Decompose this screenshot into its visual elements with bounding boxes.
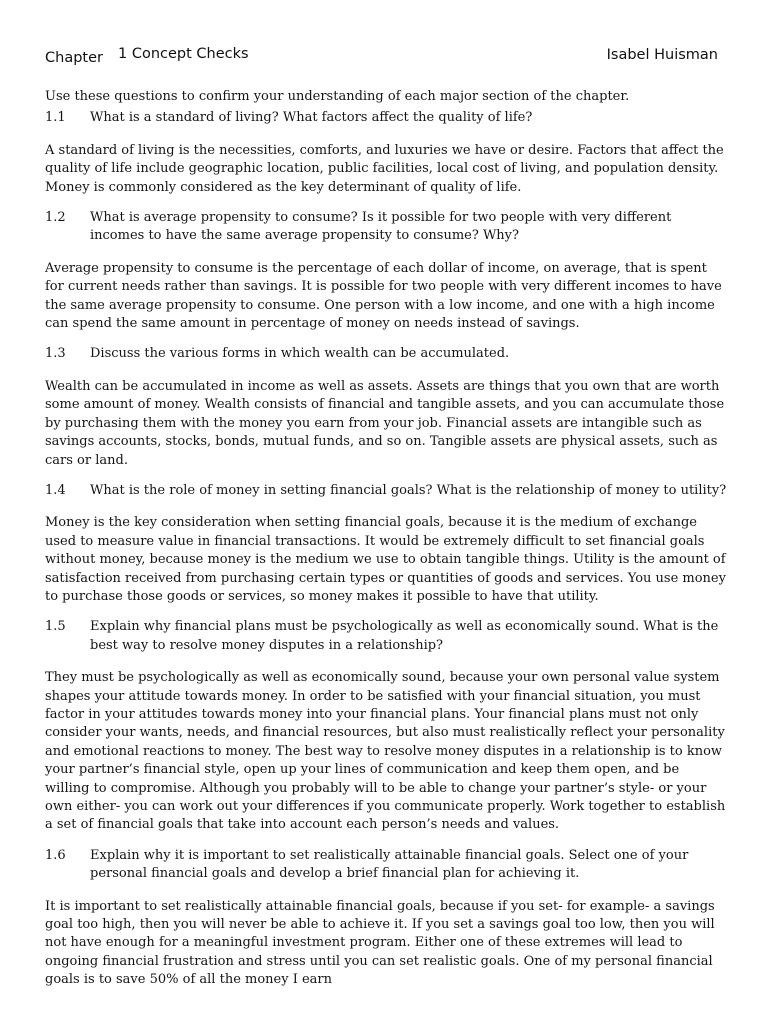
question-text: What is average propensity to consume? Is it possible for two people with very different incomes to have the same average propensity to consume? Why? — [90, 210, 672, 244]
question-text: Explain why financial plans must be psychologically as well as economically sound. What is the best way to resolve money disputes in a relationship? — [90, 619, 719, 653]
answer-1-3: Wealth can be accumulated in income as well as assets. Assets are things that you own that are worth some amount of money. Wealth consists of financial and tangible assets, and you can accumulate those by purchasing them with the money you earn from your job. Financial assets are intangible such as savings accounts, stocks, bonds, mutual funds, and so on. Tangible assets are physical assets, such as cars or land. — [45, 378, 725, 468]
chapter-title: 1 Concept Checks — [118, 46, 249, 62]
question-number: 1.3 — [45, 346, 66, 362]
answer-1-2: Average propensity to consume is the percentage of each dollar of income, on average, that is spent for current needs rather than savings. It is possible for two people with very different incomes to have the same average propensity to consume. One person with a low income, and one with a high income can spend the same amount in percentage of money on needs instead of savings. — [45, 260, 722, 332]
question-1-5 — [45, 618, 727, 655]
question-number: 1.4 — [45, 482, 66, 498]
question-number: 1.2 — [45, 210, 66, 226]
intro-text: Use these questions to confirm your understanding of each major section of the chapter. — [45, 89, 630, 104]
answer-1-6: It is important to set realistically attainable financial goals, because if you set- for example- a savings goal too high, then you will never be able to achieve it. If you set a savings goal too low, then you will not have enough for a meaningful investment program. Either one of these extremes will lead to ongoing financial frustration and stress until you can set realistic goals. One of my personal financial goals is to save 50% of all the money I earn — [45, 898, 715, 988]
question-text: What is the role of money in setting financial goals? What is the relationship of money to utility? — [90, 482, 727, 498]
answer-1-4: Money is the key consideration when setting financial goals, because it is the medium of exchange used to measure value in financial transactions. It would be extremely difficult to set financial goals without money, because money is the medium we use to obtain tangible things. Utility is the amount of satisfaction received from purchasing certain types or quantities of goods and services. You use money to purchase those goods or services, so money makes it possible to have that utility. — [45, 515, 726, 604]
question-number: 1.5 — [45, 619, 66, 635]
document-body — [45, 88, 727, 1002]
answer-1-1: A standard of living is the necessities, comforts, and luxuries we have or desire. Factors that affect the quality of life include geographic location, public facilities, local cost of living, and population density. Money is commonly considered as the key determinant of quality of life. — [45, 142, 724, 195]
question-text: Explain why it is important to set realistically attainable financial goals. Select one of your personal financial goals and develop a brief financial plan for achieving it. — [90, 847, 689, 882]
chapter-title-word: Chapter — [45, 50, 103, 66]
question-text: What is a standard of living? What factors affect the quality of life? — [90, 110, 533, 126]
author-name: Isabel Huisman — [606, 47, 718, 63]
answer-1-5: They must be psychologically as well as economically sound, because your own personal value system shapes your attitude towards money. In order to be satisfied with your financial situation, you must factor in your attitudes towards money into your financial plans. Your financial plans must not only consider your wants, needs, and financial resources, but also must realistically reflect your personality and emotional reactions to money. The best way to resolve money disputes in a relationship is to know your partner’s financial style, open up your lines of communication and keep them open, and be willing to compromise. Although you probably will to be able to change your partner’s style- or your own either- you can work out your differences if you communicate properly. Work together to establish a set of financial goals that take into account each person’s needs and values. — [45, 670, 726, 833]
question-1-2 — [45, 209, 727, 246]
question-1-6 — [45, 847, 727, 884]
question-number: 1.1 — [45, 110, 66, 126]
question-1-4 — [45, 482, 727, 500]
question-number: 1.6 — [45, 847, 66, 863]
page-header — [45, 46, 718, 70]
question-1-3 — [45, 345, 727, 363]
question-text: Discuss the various forms in which wealth can be accumulated. — [90, 346, 510, 362]
question-1-1 — [45, 109, 727, 127]
